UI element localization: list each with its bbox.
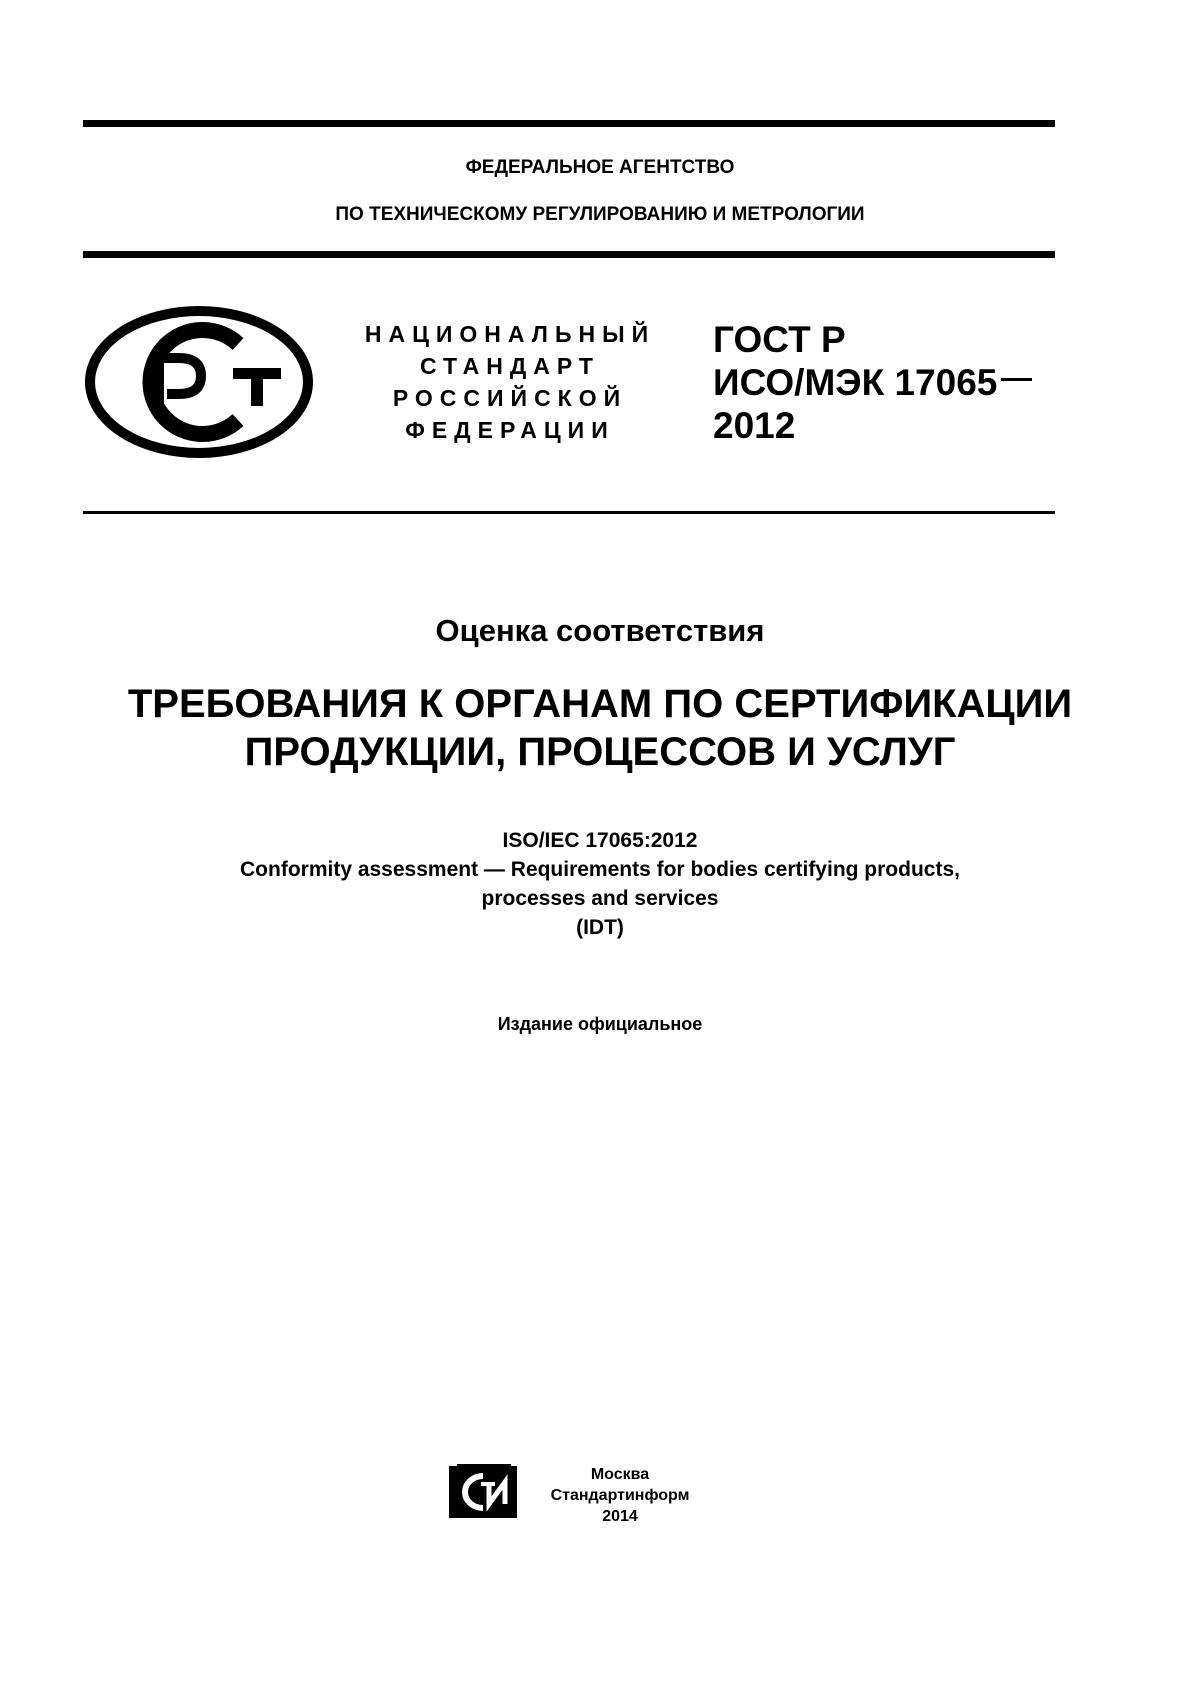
designation-dash bbox=[1001, 378, 1032, 381]
designation-number: ИСО/МЭК 17065 bbox=[713, 362, 998, 403]
document-title: Оценка соответствия bbox=[435, 613, 765, 648]
standartinform-logo-icon bbox=[447, 1460, 519, 1522]
iso-title-line-1: Conformity assessment — Requirements for bodies certifying products, bbox=[240, 858, 960, 881]
publisher-year: 2014 bbox=[602, 1508, 638, 1525]
top-rule bbox=[83, 120, 1055, 127]
national-standard-word-2: СТАНДАРТ bbox=[420, 353, 600, 379]
agency-line-2: ПО ТЕХНИЧЕСКОМУ РЕГУЛИРОВАНИЮ И МЕТРОЛОГИИ bbox=[335, 204, 865, 225]
iso-degree: (IDT) bbox=[576, 916, 624, 939]
publisher-city: Москва bbox=[590, 1466, 650, 1483]
publisher-info bbox=[530, 1464, 710, 1527]
standard-block-rule bbox=[83, 511, 1055, 514]
subtitle-line-1: ТРЕБОВАНИЯ К ОРГАНАМ ПО СЕРТИФИКАЦИИ bbox=[127, 682, 1073, 726]
designation-year: 2012 bbox=[713, 405, 796, 446]
international-standard-reference bbox=[0, 826, 1200, 942]
header-bottom-rule bbox=[83, 251, 1055, 258]
designation-line-2 bbox=[713, 361, 1032, 404]
edition-label: Издание официальное bbox=[497, 1014, 703, 1034]
agency-line-1: ФЕДЕРАЛЬНОЕ АГЕНТСТВО bbox=[465, 157, 735, 178]
national-standard-label bbox=[340, 318, 680, 446]
standard-designation bbox=[713, 318, 1032, 447]
rst-certification-mark-icon bbox=[83, 306, 315, 458]
document-subtitle bbox=[0, 680, 1200, 776]
national-standard-word-4: ФЕДЕРАЦИИ bbox=[405, 417, 615, 443]
iso-code: ISO/IEC 17065:2012 bbox=[502, 829, 698, 852]
designation-line-1: ГОСТ Р bbox=[713, 319, 846, 360]
national-standard-word-3: РОССИЙСКОЙ bbox=[392, 385, 628, 411]
iso-title-line-2: processes and services bbox=[481, 887, 719, 910]
publisher-name: Стандартинформ bbox=[550, 1487, 690, 1504]
national-standard-word-1: НАЦИОНАЛЬНЫЙ bbox=[364, 321, 656, 347]
subtitle-line-2: ПРОДУКЦИИ, ПРОЦЕССОВ И УСЛУГ bbox=[244, 730, 956, 774]
